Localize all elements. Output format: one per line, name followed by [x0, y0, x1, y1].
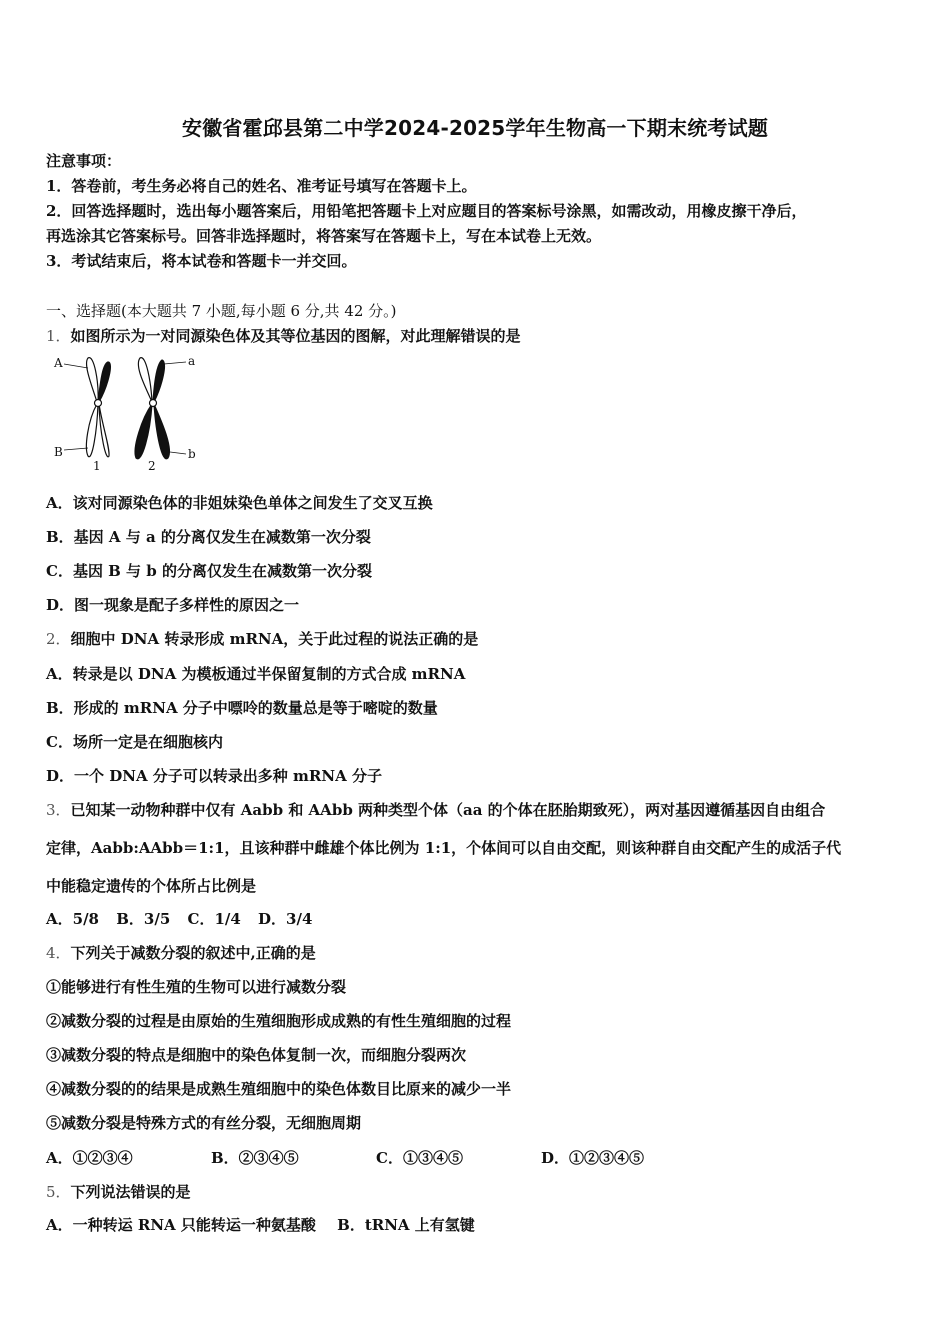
notice-item: 3．考试结束后，将本试卷和答题卡一并交回。 — [46, 252, 357, 270]
question-stem: 下列关于减数分裂的叙述中,正确的是 — [70, 944, 316, 962]
gene-label-a: a — [188, 354, 196, 368]
question-stem: 下列说法错误的是 — [70, 1183, 191, 1201]
question-4 — [46, 943, 316, 963]
notice-item: 1．答卷前，考生务必将自己的姓名、准考证号填写在答题卡上。 — [46, 177, 477, 195]
chromatid-arm — [138, 358, 152, 402]
statement: ③减数分裂的特点是细胞中的染色体复制一次，而细胞分裂两次 — [46, 1046, 467, 1064]
question-stem-cont: 定律，Aabb:AAbb＝1:1，且该种群中雌雄个体比例为 1:1，个体间可以自由交配，则该种群自由交配产生的成活子代 — [46, 839, 842, 857]
gene-label-B: B — [54, 445, 63, 459]
option-c: C．场所一定是在细胞核内 — [46, 733, 223, 751]
question-stem: 已知某一动物种群中仅有 Aabb 和 AAbb 两种类型个体（aa 的个体在胚胎期致死），两对基因遵循基因自由组合 — [70, 801, 826, 819]
option-b: B．tRNA 上有氢键 — [337, 1216, 475, 1234]
option-d: D．①②③④⑤ — [541, 1149, 645, 1167]
question-number: 5． — [46, 1183, 71, 1201]
page-title: 安徽省霍邱县第二中学2024-2025学年生物高一下期末统考试题 — [181, 116, 769, 140]
option-b: B．3/5 — [116, 910, 171, 928]
chromosome-number-1: 1 — [93, 459, 101, 473]
question-stem: 细胞中 DNA 转录形成 mRNA，关于此过程的说法正确的是 — [70, 630, 479, 648]
option-a: A．5/8 — [46, 910, 99, 928]
options-row — [46, 909, 312, 929]
option-d: D．一个 DNA 分子可以转录出多种 mRNA 分子 — [46, 767, 382, 785]
statement: ⑤减数分裂是特殊方式的有丝分裂，无细胞周期 — [46, 1114, 362, 1132]
chromatid-arm — [98, 362, 110, 402]
gene-label-b: b — [188, 447, 196, 461]
statement: ①能够进行有性生殖的生物可以进行减数分裂 — [46, 978, 347, 996]
question-stem-cont: 中能稳定遗传的个体所占比例是 — [46, 877, 257, 895]
option-b: B．形成的 mRNA 分子中嘌呤的数量总是等于嘧啶的数量 — [46, 699, 438, 717]
section-heading: 一、选择题(本大题共 7 小题,每小题 6 分,共 42 分。) — [46, 302, 397, 320]
option-a: A．转录是以 DNA 为模板通过半保留复制的方式合成 mRNA — [46, 665, 466, 683]
option-b: B．基因 A 与 a 的分离仅发生在减数第一次分裂 — [46, 528, 371, 546]
gene-label-A: A — [54, 356, 63, 370]
question-5 — [46, 1182, 191, 1202]
option-c: C．1/4 — [187, 910, 241, 928]
notice-item: 再选涂其它答案标号。回答非选择题时，将答案写在答题卡上，写在本试卷上无效。 — [46, 227, 602, 245]
question-3 — [46, 800, 825, 820]
option-c: C．基因 B 与 b 的分离仅发生在减数第一次分裂 — [46, 562, 372, 580]
question-stem: 如图所示为一对同源染色体及其等位基因的图解，对此理解错误的是 — [70, 327, 521, 345]
statement: ②减数分裂的过程是由原始的生殖细胞形成成熟的有性生殖细胞的过程 — [46, 1012, 512, 1030]
question-1 — [46, 326, 521, 346]
options-row — [46, 1215, 475, 1235]
option-d: D．3/4 — [258, 910, 313, 928]
option-c: C．①③④⑤ — [376, 1149, 463, 1167]
chromatid-arm — [99, 404, 109, 457]
centromere — [95, 400, 102, 407]
notice-item: 2．回答选择题时，选出每小题答案后，用铅笔把答题卡上对应题目的答案标号涂黑，如需改动，用橡皮擦干净后， — [46, 202, 807, 220]
question-number: 1． — [46, 327, 71, 345]
option-b: B．②③④⑤ — [211, 1149, 299, 1167]
chromatid-arm — [87, 358, 99, 402]
statement: ④减数分裂的的结果是成熟生殖细胞中的染色体数目比原来的减少一半 — [46, 1080, 512, 1098]
question-2 — [46, 629, 478, 649]
chromosome-figure — [50, 352, 210, 476]
chromatid-arm — [154, 404, 169, 459]
question-number: 4． — [46, 944, 71, 962]
chromatid-arm — [135, 404, 152, 459]
option-a: A．①②③④ — [46, 1149, 133, 1167]
question-number: 3． — [46, 801, 71, 819]
option-d: D．图一现象是配子多样性的原因之一 — [46, 596, 300, 614]
question-number: 2． — [46, 630, 71, 648]
notice-heading: 注意事项： — [46, 152, 122, 170]
chromatid-arm — [86, 404, 98, 457]
centromere — [150, 400, 157, 407]
chromatid-arm — [153, 360, 164, 402]
chromosome-number-2: 2 — [148, 459, 156, 473]
option-a: A．一种转运 RNA 只能转运一种氨基酸 — [46, 1216, 316, 1234]
option-a: A．该对同源染色体的非姐妹染色单体之间发生了交叉互换 — [46, 494, 433, 512]
